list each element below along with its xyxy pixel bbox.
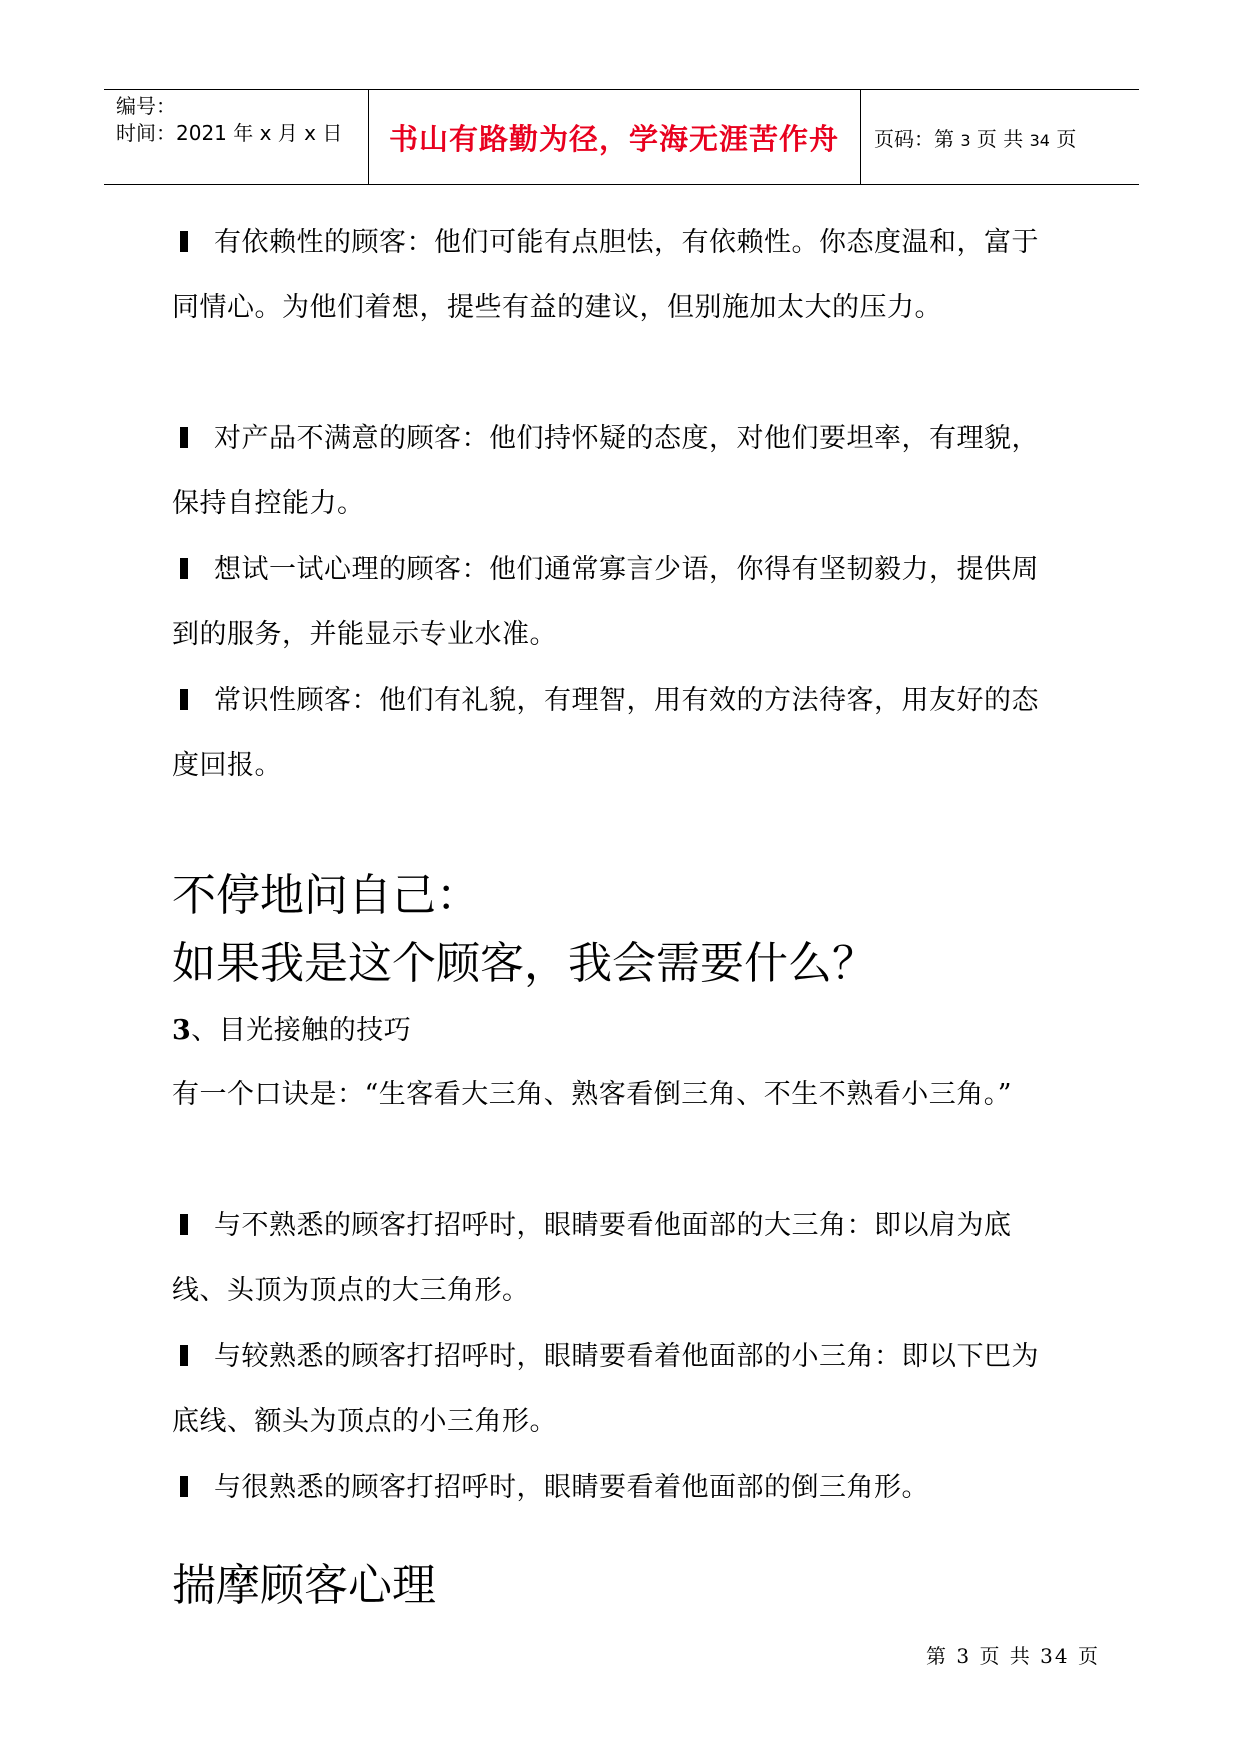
motto-text: 书山有路勤为径，学海无涯苦作舟: [388, 121, 839, 156]
pager-total-pages: 34: [1029, 130, 1050, 150]
intro-paragraph: 有一个口诀是：“生客看大三角、熟客看倒三角、不生不熟看小三角。”: [172, 1079, 1013, 1110]
section-number: 3: [172, 1015, 192, 1046]
bullet-marker-icon: [180, 558, 188, 579]
document-number-label: 编号：: [116, 94, 176, 118]
header-pager-cell: [860, 90, 1139, 184]
bullet-text: 常识性顾客：他们有礼貌，有理智，用有效的方法待客，用友好的态度回报。: [172, 685, 1039, 781]
bullet-trial-customer: [172, 537, 1052, 667]
bullet-marker-icon: [180, 689, 188, 710]
bullet-rational-customer: [172, 668, 1052, 798]
bullet-familiar-customer: [172, 1324, 1052, 1454]
bullet-dependent-customer: [172, 210, 1052, 340]
bullet-very-familiar-customer: [172, 1455, 1052, 1520]
pager-prefix: 页码：第: [874, 126, 954, 151]
page-header: [104, 89, 1139, 185]
bullet-marker-icon: [180, 231, 188, 252]
heading-ask-yourself: 不停地问自己：: [172, 870, 480, 921]
bullet-text: 与很熟悉的顾客打招呼时，眼睛要看着他面部的倒三角形。: [214, 1472, 929, 1503]
pager-suffix: 页: [1056, 126, 1077, 151]
bullet-marker-icon: [180, 1476, 188, 1497]
bullet-marker-icon: [180, 1214, 188, 1235]
bullet-text: 想试一试心理的顾客：他们通常寡言少语，你得有坚韧毅力，提供周到的服务，并能显示专业水准。: [172, 554, 1039, 650]
header-pager: [874, 123, 1076, 152]
bullet-marker-icon: [180, 427, 188, 448]
page-footer: 第 3 页 共 34 页: [926, 1644, 1100, 1668]
bullet-text: 与不熟悉的顾客打招呼时，眼睛要看他面部的大三角：即以肩为底线、头顶为顶点的大三角形。: [172, 1210, 1012, 1306]
heading-customer-psychology: 揣摩顾客心理: [172, 1560, 436, 1611]
bullet-dissatisfied-customer: [172, 406, 1052, 536]
bullet-text: 有依赖性的顾客：他们可能有点胆怯，有依赖性。你态度温和，富于同情心。为他们着想，提些有益的建议，但别施加太大的压力。: [172, 227, 1039, 323]
pager-page-number: 3: [960, 130, 971, 150]
section-title-text: 、目光接触的技巧: [191, 1015, 412, 1046]
bullet-text: 对产品不满意的顾客：他们持怀疑的态度，对他们要坦率，有理貌，保持自控能力。: [172, 423, 1039, 519]
bullet-marker-icon: [180, 1345, 188, 1366]
bullet-text: 与较熟悉的顾客打招呼时，眼睛要看着他面部的小三角：即以下巴为底线、额头为顶点的小三角形。: [172, 1341, 1039, 1437]
document-time-label: 时间：2021 年 x 月 x 日: [116, 121, 343, 145]
header-info-cell: [104, 90, 369, 184]
section-title: [172, 998, 1052, 1063]
pager-mid: 页 共: [976, 126, 1024, 151]
header-motto-cell: [368, 90, 861, 184]
heading-customer-needs: 如果我是这个顾客，我会需要什么？: [172, 938, 876, 989]
bullet-unfamiliar-customer: [172, 1193, 1052, 1323]
